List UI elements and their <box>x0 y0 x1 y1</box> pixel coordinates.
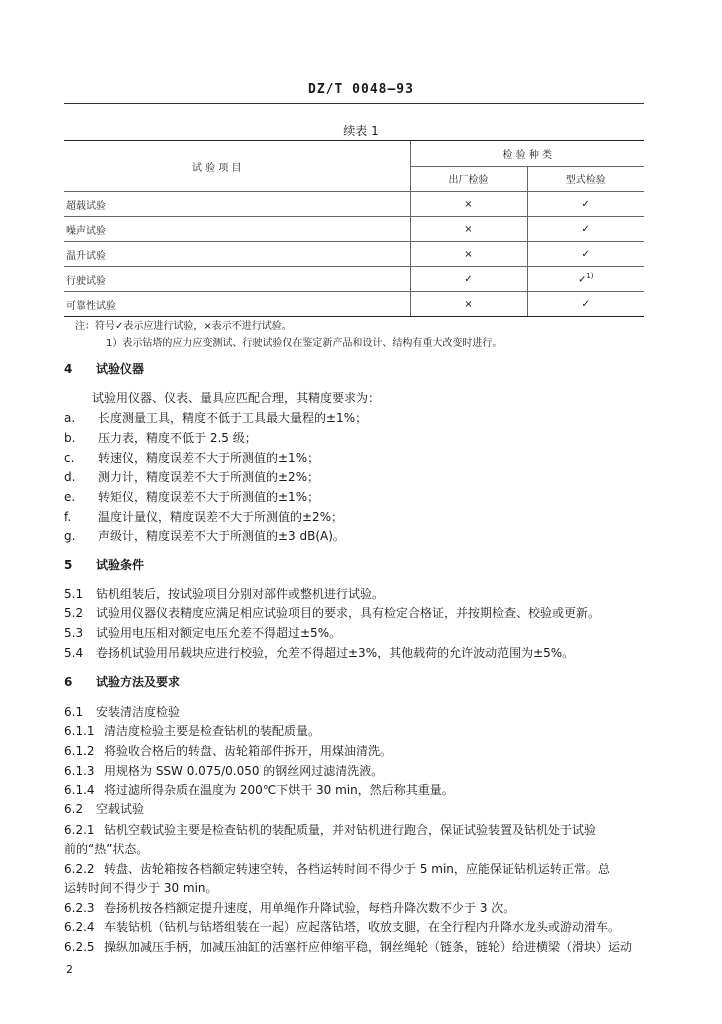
clause-6-2-5: 6.2.5 操纵加减压手柄，加减压油缸的活塞杆应伸缩平稳，钢丝绳轮（链条，链轮）给进横梁（滑块）运动 <box>64 940 633 954</box>
row-type-mark: ✓ <box>527 217 644 242</box>
test-items-table <box>64 140 644 317</box>
section-4-intro: 试验用仪器、仪表、量具应匹配合理，其精度要求为： <box>92 391 381 405</box>
clause-6-1-4: 6.1.4 将过滤所得杂质在温度为 200℃下烘干 30 min，然后称其重量。 <box>64 783 454 797</box>
standard-code-header: DZ/T 0048—93 <box>308 82 414 97</box>
clause-6-2-4: 6.2.4 车装钻机（钻机与钻塔组装在一起）应起落钻塔，收放支腿，在全行程内升降水龙头或游动滑车。 <box>64 920 621 934</box>
clause-5-3: 5.3 试验用电压相对额定电压允差不得超过±5%。 <box>64 626 342 640</box>
table-footnote: 1）表示钻塔的应力应变测试、行驶试验仅在鉴定新产品和设计、结构有重大改变时进行。 <box>106 338 503 349</box>
row-factory-mark: × <box>410 242 527 267</box>
table-row <box>64 242 644 267</box>
clause-5-1: 5.1 钻机组装后，按试验项目分别对部件或整机进行试验。 <box>64 587 385 601</box>
table-caption: 续表 1 <box>343 124 379 138</box>
row-item: 噪声试验 <box>64 217 410 242</box>
row-factory-mark: × <box>410 192 527 217</box>
clause-6-2-3: 6.2.3 卷扬机按各档额定提升速度，用单绳作升降试验，每档升降次数不少于 3 次。 <box>64 901 516 915</box>
col-inspection-type: 检 验 种 类 <box>410 141 644 167</box>
instrument-item: g. 声级计，精度误差不大于所测值的±3 dB(A)。 <box>64 529 345 543</box>
section-6-heading: 6 试验方法及要求 <box>64 675 181 689</box>
row-type-mark: ✓ <box>527 292 644 317</box>
row-factory-mark: ✓ <box>410 267 527 292</box>
table-header-row <box>64 141 644 167</box>
instrument-item: c. 转速仪，精度误差不大于所测值的±1%； <box>64 451 320 465</box>
row-item: 可靠性试验 <box>64 292 410 317</box>
clause-6-2-2: 6.2.2 转盘、齿轮箱按各档额定转速空转，各档运转时间不得少于 5 min，应能保证钻机运转正常。总 <box>64 862 610 876</box>
section-5-heading: 5 试验条件 <box>64 558 145 572</box>
instrument-item: f. 温度计量仪，精度误差不大于所测值的±2%； <box>64 510 344 524</box>
type-mark: ✓ <box>577 274 587 286</box>
row-item: 温升试验 <box>64 242 410 267</box>
table-row <box>64 292 644 317</box>
clause-6-2-1-cont: 前的“热”状态。 <box>64 842 149 856</box>
clause-5-4: 5.4 卷扬机试验用吊载块应进行校验，允差不得超过±3%，其他载荷的允许波动范围为±5%。 <box>64 646 575 660</box>
clause-6-1-3: 6.1.3 用规格为 SSW 0.075/0.050 的钢丝网过滤清洗液。 <box>64 764 384 778</box>
row-type-mark <box>527 267 644 292</box>
header-rule <box>64 103 644 104</box>
col-factory-inspection: 出厂检验 <box>410 166 527 192</box>
row-type-mark: ✓ <box>527 242 644 267</box>
clause-6-2: 6.2 空载试验 <box>64 802 145 816</box>
instrument-item: d. 测力计，精度误差不大于所测值的±2%； <box>64 470 320 484</box>
instrument-item: b. 压力表，精度不低于 2.5 级； <box>64 431 257 445</box>
row-type-mark: ✓ <box>527 192 644 217</box>
footnote-ref: 1) <box>586 272 594 281</box>
row-factory-mark: × <box>410 292 527 317</box>
clause-6-2-1: 6.2.1 钻机空载试验主要是检查钻机的装配质量，并对钻机进行跑合，保证试验装置及钻机处于试验 <box>64 823 597 837</box>
clause-5-2: 5.2 试验用仪器仪表精度应满足相应试验项目的要求，具有检定合格证，并按期检查、校验或更新。 <box>64 606 601 620</box>
clause-6-2-2-cont: 运转时间不得少于 30 min。 <box>64 881 218 895</box>
row-item: 行驶试验 <box>64 267 410 292</box>
row-factory-mark: × <box>410 217 527 242</box>
row-item: 超载试验 <box>64 192 410 217</box>
col-test-item: 试 验 项 目 <box>64 141 410 192</box>
page-number: 2 <box>66 963 73 976</box>
col-type-inspection: 型式检验 <box>527 166 644 192</box>
section-4-heading: 4 试验仪器 <box>64 362 145 376</box>
table-note: 注：符号✓表示应进行试验，×表示不进行试验。 <box>75 321 292 332</box>
table-row <box>64 217 644 242</box>
table-row <box>64 267 644 292</box>
instrument-item: a. 长度测量工具，精度不低于工具最大量程的±1%； <box>64 411 368 425</box>
clause-6-1-2: 6.1.2 将验收合格后的转盘、齿轮箱部件拆开，用煤油清洗。 <box>64 744 393 758</box>
clause-6-1: 6.1 安装清洁度检验 <box>64 705 181 719</box>
table-row <box>64 192 644 217</box>
clause-6-1-1: 6.1.1 清洁度检验主要是检查钻机的装配质量。 <box>64 724 321 738</box>
instrument-item: e. 转矩仪，精度误差不大于所测值的±1%； <box>64 490 320 504</box>
